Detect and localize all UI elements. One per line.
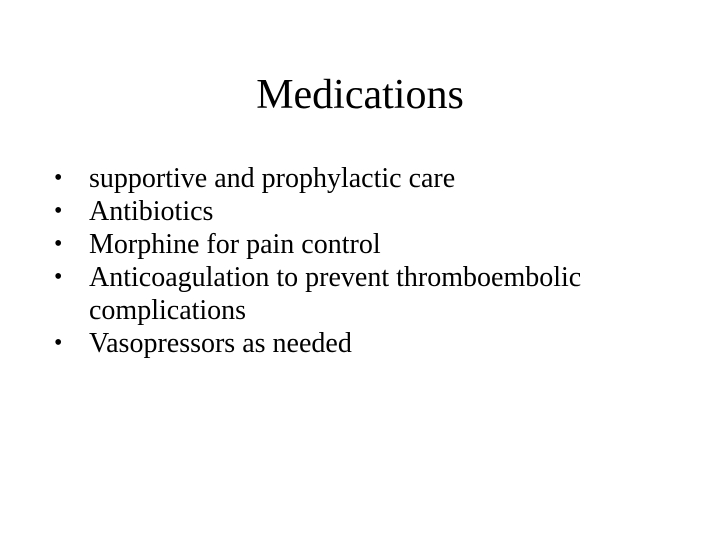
list-item [54, 228, 674, 261]
list-item-text: supportive and prophylactic care [89, 163, 456, 194]
slide-title: Medications [256, 72, 464, 118]
list-item [54, 195, 674, 228]
bullet-icon: • [54, 231, 63, 257]
list-item [54, 162, 674, 195]
bullet-list [54, 162, 674, 360]
list-item-text: Morphine for pain control [89, 229, 381, 260]
list-item-text: Vasopressors as needed [89, 328, 352, 359]
list-item [54, 261, 674, 327]
bullet-icon: • [54, 165, 63, 191]
list-item-text: Antibiotics [89, 196, 214, 227]
bullet-icon: • [54, 264, 63, 290]
bullet-icon: • [54, 198, 63, 224]
list-item [54, 327, 674, 360]
list-item-text: Anticoagulation to prevent thromboembolic complications [89, 262, 582, 326]
bullet-icon: • [54, 330, 63, 356]
